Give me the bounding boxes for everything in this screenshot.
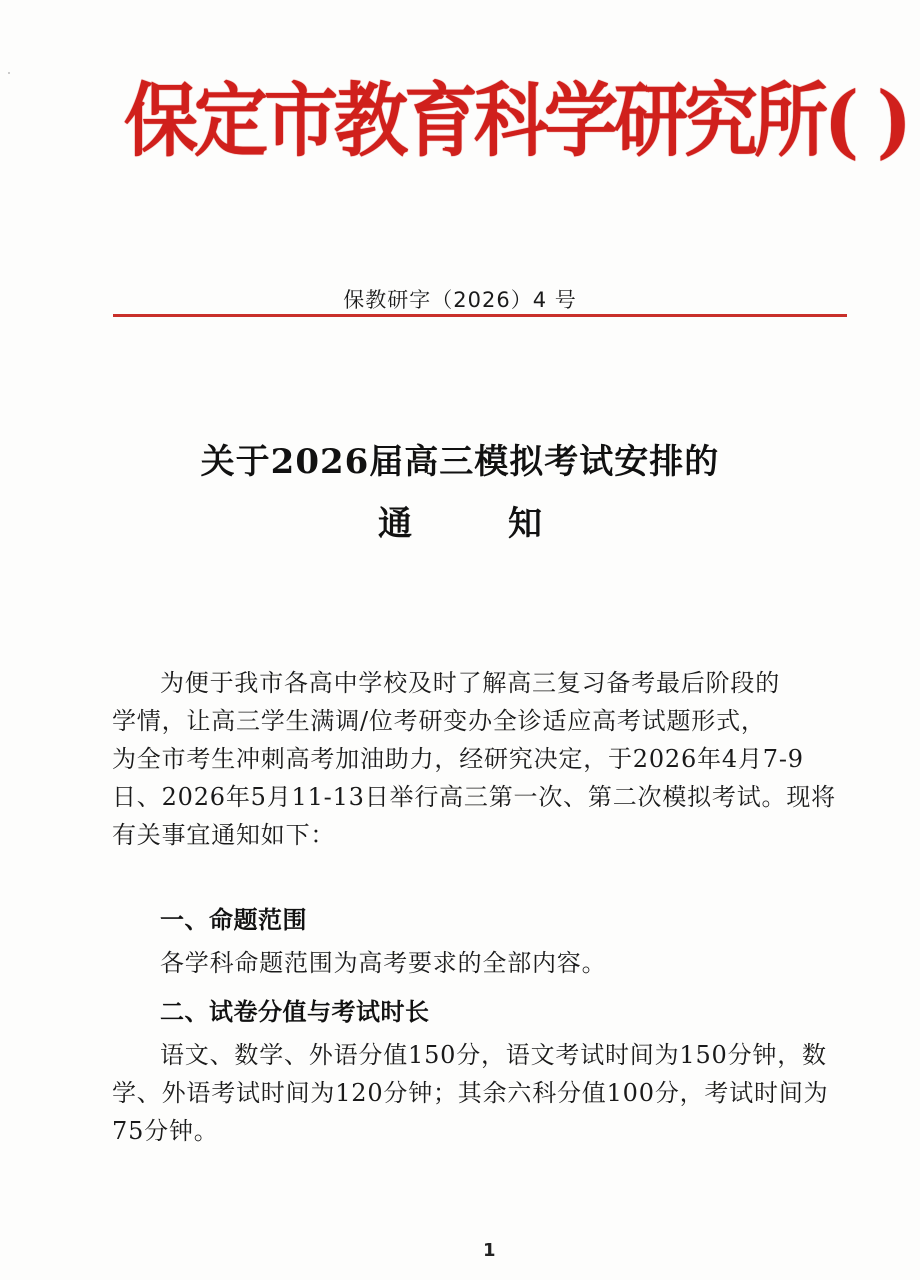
notice-title-line1: 关于2026届高三模拟考试安排的 [200, 442, 720, 482]
notice-title-char-1: 通 [378, 504, 412, 544]
intro-line: 为便于我市各高中学校及时了解高三复习备考最后阶段的 [160, 669, 780, 697]
section-heading-scope: 一、命题范围 [160, 906, 307, 934]
intro-paragraph [112, 664, 836, 854]
section-body-scores-duration [112, 1036, 828, 1150]
red-header-rule [113, 314, 847, 317]
intro-line: 为全市考生冲刺高考加油助力，经研究决定，于2026年4月7-9 [112, 745, 804, 773]
section-body-line: 语文、数学、外语分值150分，语文考试时间为150分钟，数 [160, 1041, 827, 1069]
intro-line: 学情，让高三学生满调/位考研变办全诊适应高考试题形式， [112, 707, 766, 735]
section-heading-scores-duration: 二、试卷分值与考试时长 [160, 998, 430, 1026]
notice-title-line2 [0, 496, 920, 545]
section-body-line: 75分钟。 [112, 1117, 219, 1145]
scan-speck [8, 72, 10, 74]
issuing-organization-title: 保定市教育科学研究所( ) [124, 74, 908, 168]
section-body-line: 学、外语考试时间为120分钟；其余六科分值100分，考试时间为 [112, 1079, 829, 1107]
intro-line: 有关事宜通知如下： [112, 821, 336, 849]
intro-line: 日、2026年5月11-13日举行高三第一次、第二次模拟考试。现将 [112, 783, 836, 811]
document-number: 保教研字（2026）4 号 [343, 288, 577, 312]
page-number: 1 [483, 1240, 496, 1261]
notice-title-char-2: 知 [508, 504, 542, 544]
section-body-scope: 各学科命题范围为高考要求的全部内容。 [160, 949, 607, 977]
